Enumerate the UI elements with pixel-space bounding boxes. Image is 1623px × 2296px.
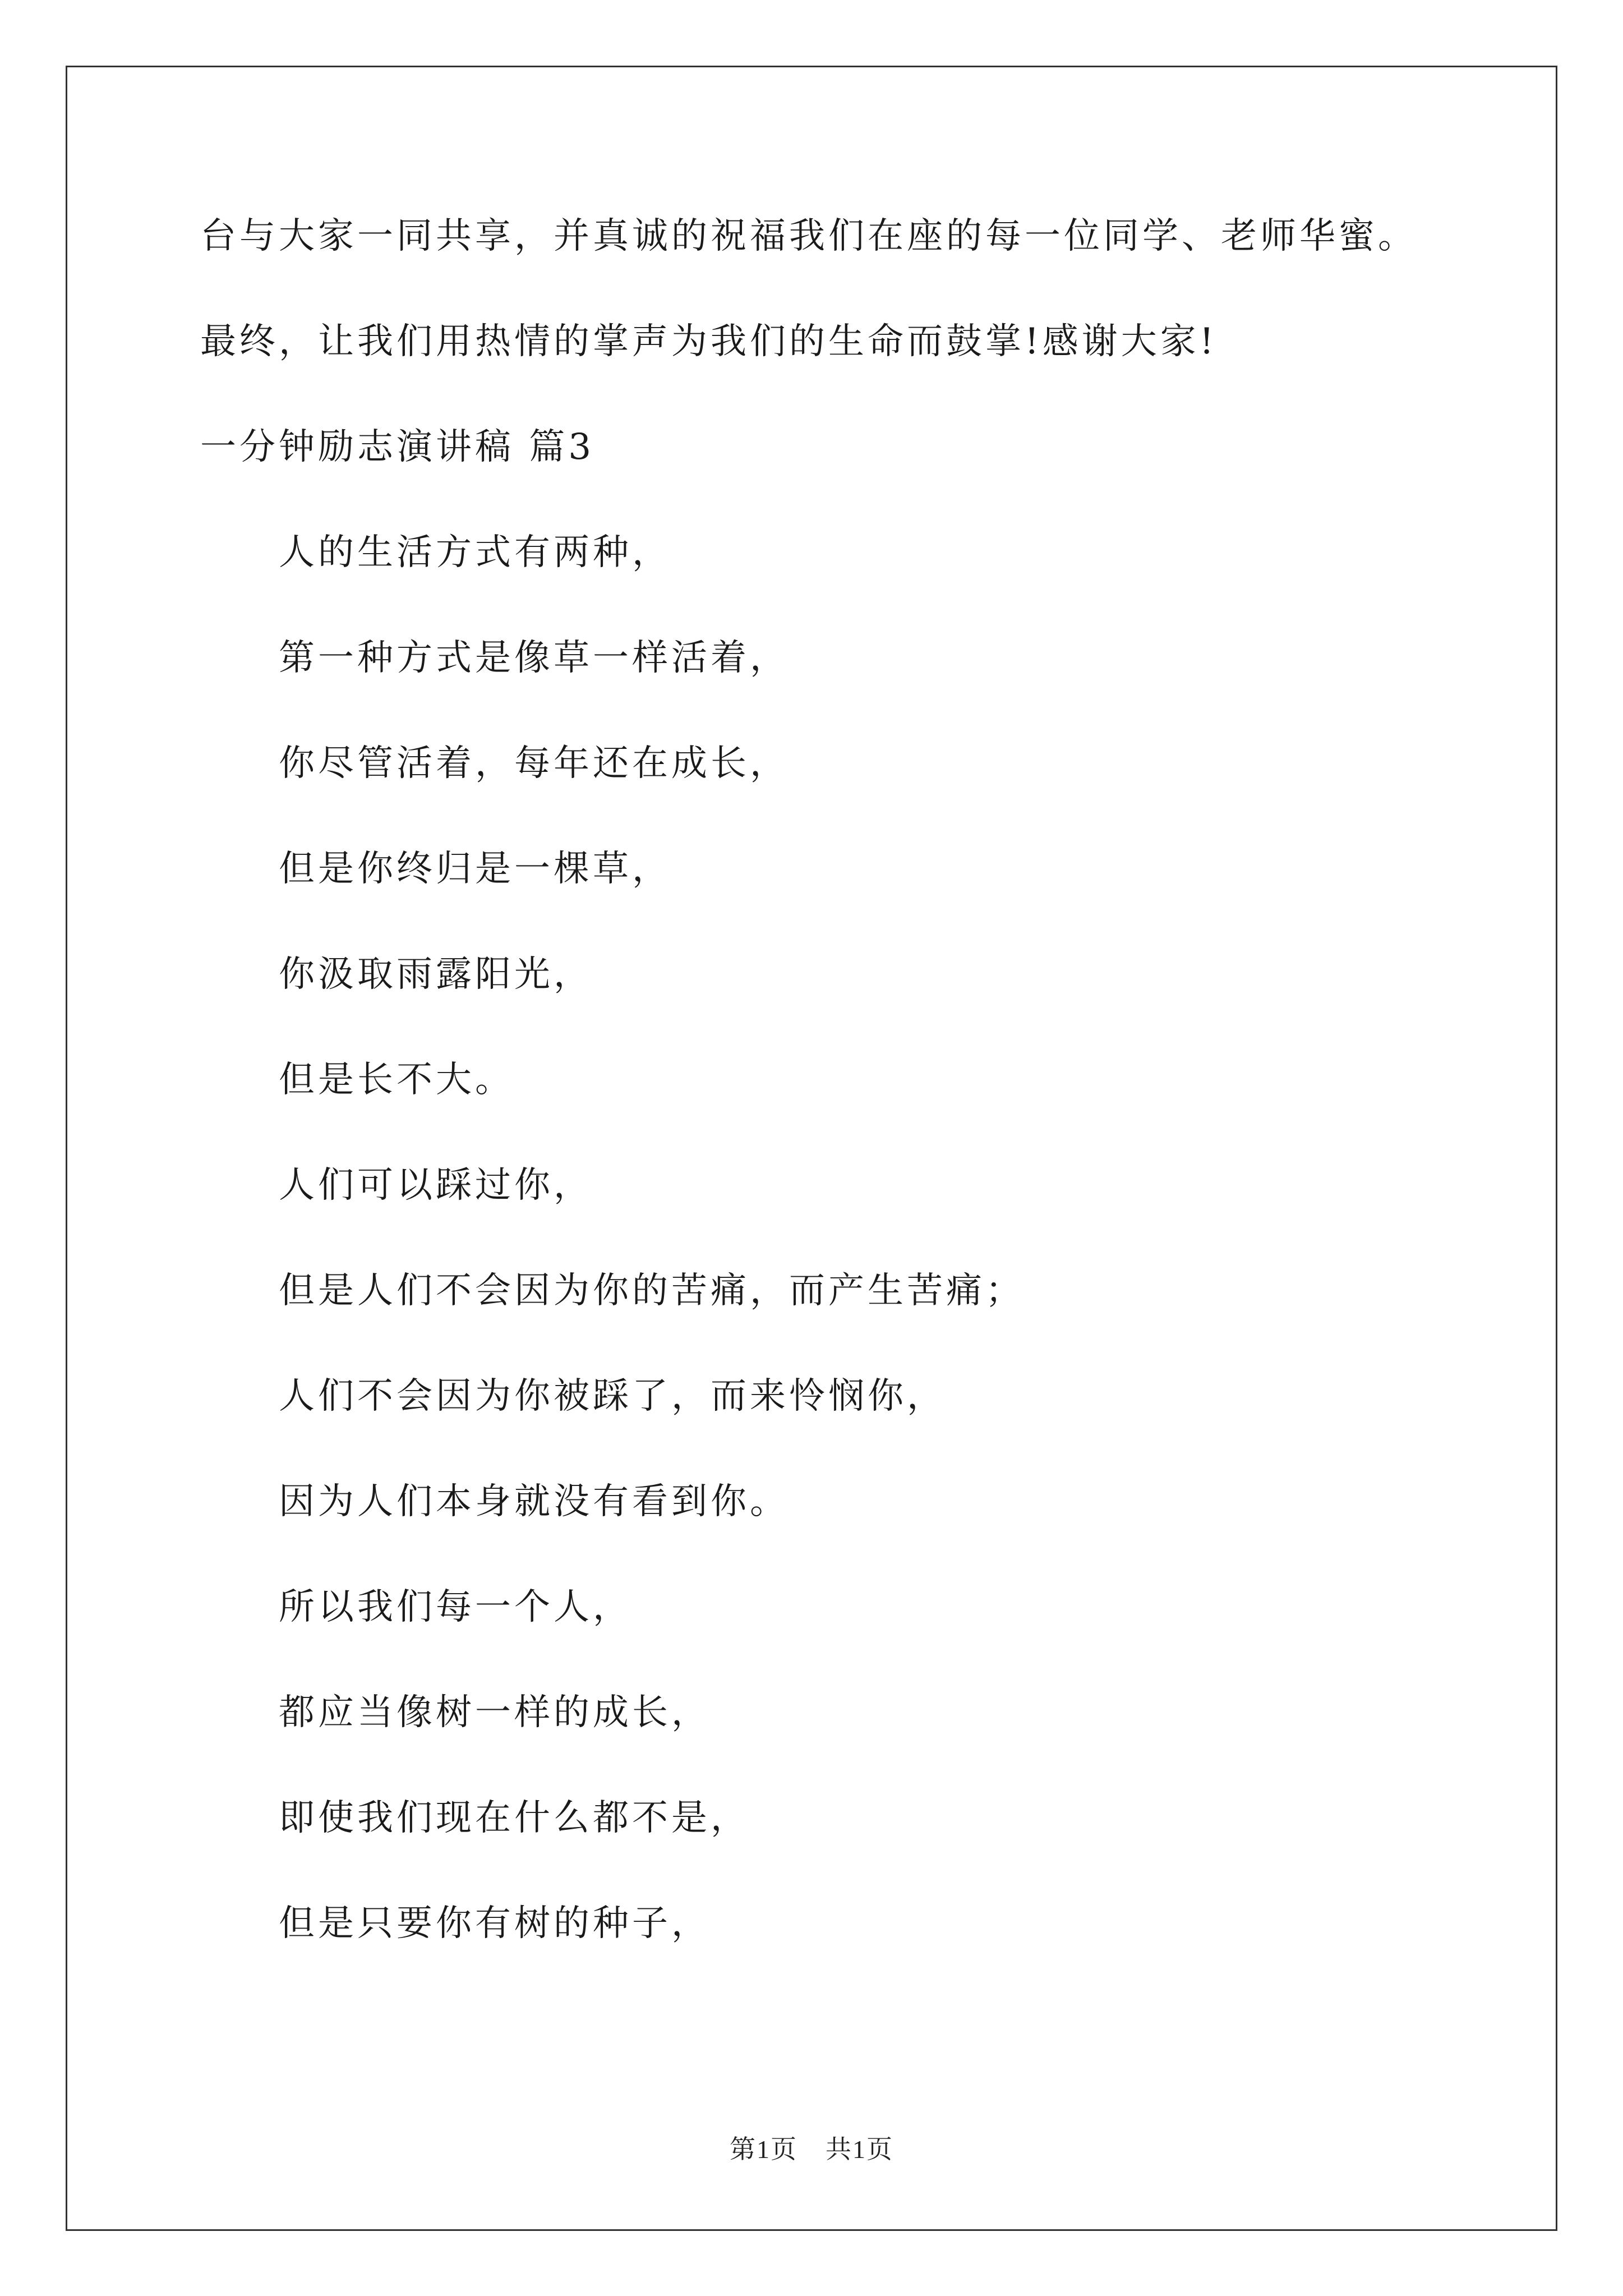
- verse-line: 但是你终归是一棵草，: [279, 848, 671, 890]
- verse-line: 但是长不大。: [279, 1059, 514, 1101]
- page-number: 第1页: [730, 2135, 797, 2164]
- verse-line: 都应当像树一样的成长，: [279, 1692, 711, 1733]
- verse-line: 但是人们不会因为你的苦痛，而产生苦痛；: [279, 1270, 1025, 1312]
- verse-line: 因为人们本身就没有看到你。: [279, 1481, 789, 1522]
- section-title: 一分钟励志演讲稿 篇3: [200, 426, 595, 468]
- paragraph-line: 台与大家一同共享，并真诚的祝福我们在座的每一位同学、老师华蜜。: [200, 215, 1417, 257]
- verse-line: 所以我们每一个人，: [279, 1586, 632, 1628]
- page-total: 共1页: [826, 2135, 893, 2164]
- verse-line: 但是只要你有树的种子，: [279, 1903, 711, 1944]
- verse-line: 人们不会因为你被踩了，而来怜悯你，: [279, 1375, 946, 1417]
- verse-line: 人的生活方式有两种，: [279, 532, 671, 573]
- document-body: [200, 210, 1490, 2003]
- verse-line: 人们可以踩过你，: [279, 1165, 593, 1206]
- verse-line: 你尽管活着，每年还在成长，: [279, 743, 789, 784]
- verse-line: 即使我们现在什么都不是，: [279, 1797, 750, 1839]
- page-footer: [0, 2129, 1623, 2166]
- verse-line: 你汲取雨露阳光，: [279, 954, 593, 995]
- verse-line: 第一种方式是像草一样活着，: [279, 637, 789, 679]
- paragraph-line: 最终，让我们用热情的掌声为我们的生命而鼓掌!感谢大家!: [200, 321, 1218, 362]
